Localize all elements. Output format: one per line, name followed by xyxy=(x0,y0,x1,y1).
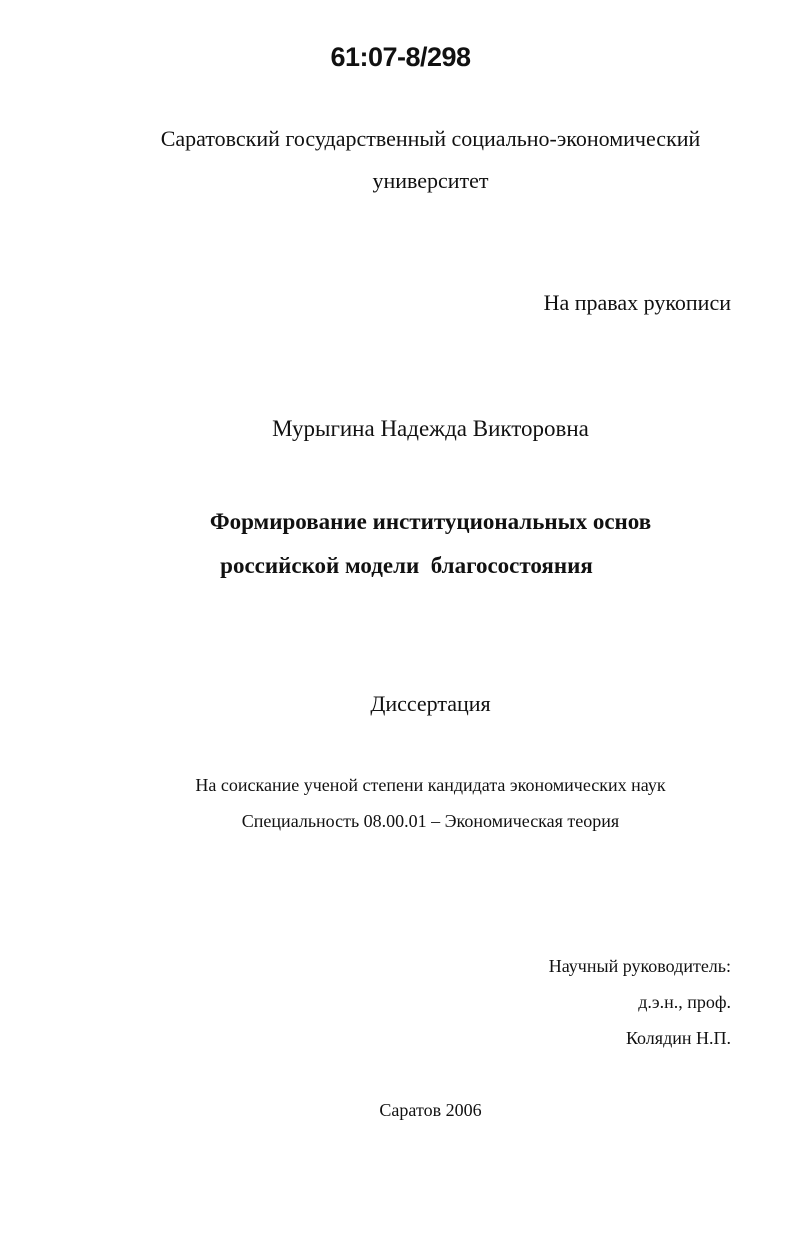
manuscript-rights-note: На правах рукописи xyxy=(543,290,731,315)
supervisor-name: Колядин Н.П. xyxy=(625,1028,731,1048)
author-name: Мурыгина Надежда Викторовна xyxy=(272,416,589,441)
document-type: Диссертация xyxy=(370,691,491,716)
city-and-year: Саратов 2006 xyxy=(379,1100,482,1120)
dissertation-title-line-2: российской модели благосостояния xyxy=(220,553,593,578)
degree-statement: На соискание ученой степени кандидата экономических наук xyxy=(195,775,666,795)
supervisor-label: Научный руководитель: xyxy=(548,956,731,976)
specialty-statement: Специальность 08.00.01 – Экономическая теория xyxy=(241,811,620,831)
supervisor-degree: д.э.н., проф. xyxy=(638,992,731,1012)
dissertation-title-line-1: Формирование институциональных основ xyxy=(209,509,652,534)
university-name-line-1: Саратовский государственный социально-экономический xyxy=(160,126,701,151)
university-name-line-2: университет xyxy=(372,168,489,193)
catalog-code: 61:07-8/298 xyxy=(330,42,471,72)
